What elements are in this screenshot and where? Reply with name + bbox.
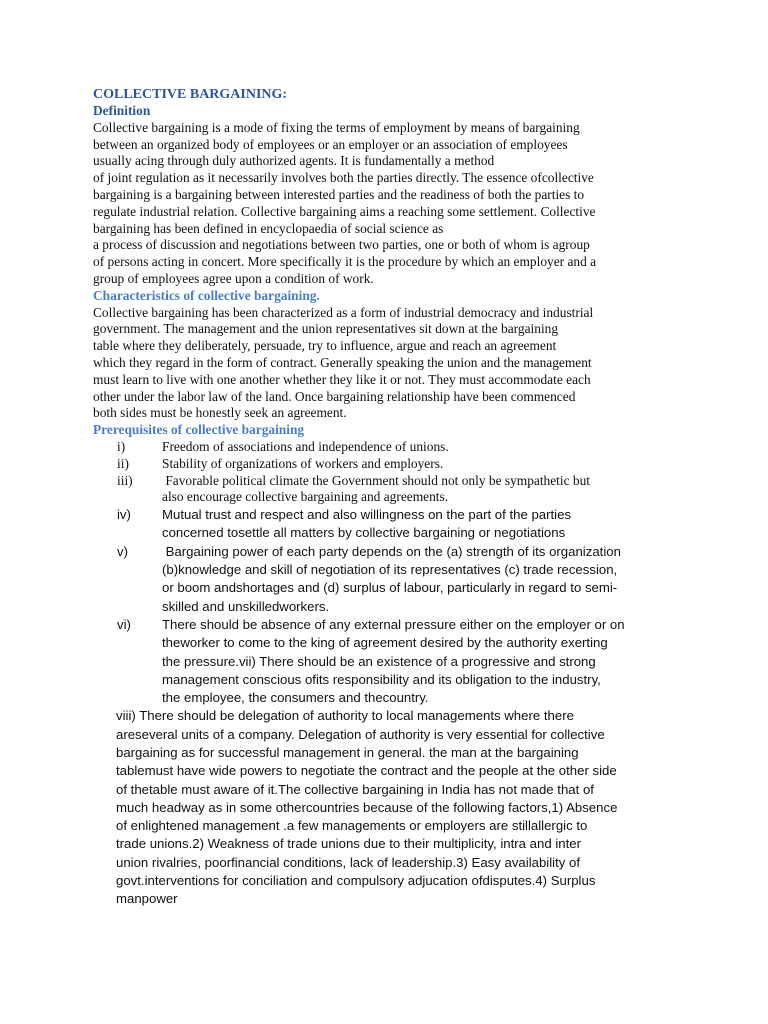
closing-line: areseveral units of a company. Delegation of authority is very essential for collective (116, 726, 605, 742)
characteristics-line: must learn to live with one another whether they like it or not. They must accommodate each (93, 371, 591, 387)
definition-line: between an organized body of employees or an employer or an association of employees (93, 136, 568, 152)
closing-line: viii) There should be delegation of authority to local managements where there (116, 708, 574, 724)
definition-line: usually acing through duly authorized agents. It is fundamentally a method (93, 153, 495, 169)
prerequisites-list-serif (93, 439, 693, 506)
list-item-number: iii) (117, 472, 133, 488)
list-item-line: concerned tosettle all matters by collective bargaining or negotiations (162, 525, 566, 541)
closing-line: bargaining as for successful management in general. the man at the bargaining (116, 744, 579, 760)
list-item-text (162, 543, 693, 616)
list-item-text (162, 506, 693, 543)
list-item-line: Mutual trust and respect and also willingness on the part of the parties (162, 507, 572, 523)
definition-line: bargaining is a bargaining between interested parties and the readiness of both the parties to (93, 186, 585, 202)
list-item-line: the pressure.vii) There should be an existence of a progressive and strong (162, 653, 596, 669)
list-item-number: iv) (117, 507, 131, 523)
list-item-text (162, 439, 693, 456)
prerequisites-heading: Prerequisites of collective bargaining (93, 422, 305, 438)
list-item-line: Bargaining power of each party depends on the (a) strength of its organization (162, 543, 621, 559)
list-item-line: Favorable political climate the Government should not only be sympathetic but (162, 472, 591, 488)
list-item-line: skilled and unskilledworkers. (162, 598, 330, 614)
definition-line: regulate industrial relation. Collective bargaining aims a reaching some settlement. Collective (93, 203, 596, 219)
definition-line: of joint regulation as it necessarily involves both the parties directly. The essence ofcollective (93, 170, 594, 186)
list-item-line: theworker to come to the king of agreement desired by the authority exerting (162, 635, 608, 651)
characteristics-line: government. The management and the union representatives sit down at the bargaining (93, 321, 559, 337)
definition-heading: Definition (93, 103, 151, 118)
list-item-line: management conscious ofits responsibility and its obligation to the industry, (162, 671, 601, 687)
list-item-line: There should be absence of any external pressure either on the employer or on (162, 616, 625, 632)
closing-line: of enlightened management .a few managements or employers are stillallergic to (116, 818, 588, 834)
definition-paragraph (93, 120, 693, 288)
closing-line: govt.interventions for conciliation and compulsory adjucation ofdisputes.4) Surplus (116, 873, 596, 889)
document-page (93, 86, 693, 909)
list-item-line: also encourage collective bargaining and agreements. (162, 489, 449, 505)
definition-line: bargaining has been defined in encyclopaedia of social science as (93, 220, 444, 236)
list-item-number: ii) (117, 455, 129, 471)
list-item (93, 439, 693, 456)
closing-line: manpower (116, 891, 178, 907)
prerequisites-list-sans (93, 506, 693, 707)
definition-line: of persons acting in concert. More specifically it is the procedure by which an employer and a (93, 254, 597, 270)
definition-line: a process of discussion and negotiations between two parties, one or both of whom is agroup (93, 237, 590, 253)
list-item-text (162, 473, 693, 507)
list-item (93, 543, 693, 616)
list-item-line: Stability of organizations of workers and employers. (162, 455, 444, 471)
list-item (93, 506, 693, 543)
characteristics-line: which they regard in the form of contract. Generally speaking the union and the management (93, 354, 592, 370)
list-item-line: Freedom of associations and independence of unions. (162, 438, 449, 454)
characteristics-line: other under the labor law of the land. Once bargaining relationship have been commenced (93, 388, 576, 404)
list-item-text (162, 456, 693, 473)
list-item-text (162, 616, 693, 707)
characteristics-heading: Characteristics of collective bargaining. (93, 287, 320, 303)
characteristics-line: Collective bargaining has been characterized as a form of industrial democracy and industrial (93, 304, 594, 320)
definition-line: group of employees agree upon a condition of work. (93, 270, 374, 286)
characteristics-paragraph (93, 305, 693, 423)
definition-line: Collective bargaining is a mode of fixing the terms of employment by means of bargaining (93, 119, 580, 135)
list-item-number: v) (117, 543, 128, 559)
list-item-line: the employee, the consumers and thecountry. (162, 690, 429, 706)
closing-line: union rivalries, poorfinancial conditions, lack of leadership.3) Easy availability of (116, 854, 581, 870)
characteristics-line: table where they deliberately, persuade, try to influence, argue and reach an agreement (93, 338, 557, 354)
list-item (93, 616, 693, 707)
document-title: COLLECTIVE BARGAINING: (93, 87, 288, 102)
list-item-line: (b)knowledge and skill of negotiation of its representatives (c) trade recession, (162, 562, 618, 578)
list-item (93, 456, 693, 473)
closing-line: much headway as in some othercountries because of the following factors,1) Absence (116, 799, 618, 815)
closing-paragraph (93, 707, 693, 908)
list-item-number: vi) (117, 616, 131, 632)
closing-line: tablemust have wide powers to negotiate the contract and the people at the other side (116, 763, 617, 779)
characteristics-line: both sides must be honestly seek an agreement. (93, 405, 347, 421)
list-item-number: i) (117, 438, 126, 454)
list-item-line: or boom andshortages and (d) surplus of labour, particularly in regard to semi- (162, 580, 618, 596)
closing-line: trade unions.2) Weakness of trade unions due to their multiplicity, intra and inter (116, 836, 581, 852)
closing-line: of thetable must aware of it.The collective bargaining in India has not made that of (116, 781, 594, 797)
list-item (93, 473, 693, 507)
